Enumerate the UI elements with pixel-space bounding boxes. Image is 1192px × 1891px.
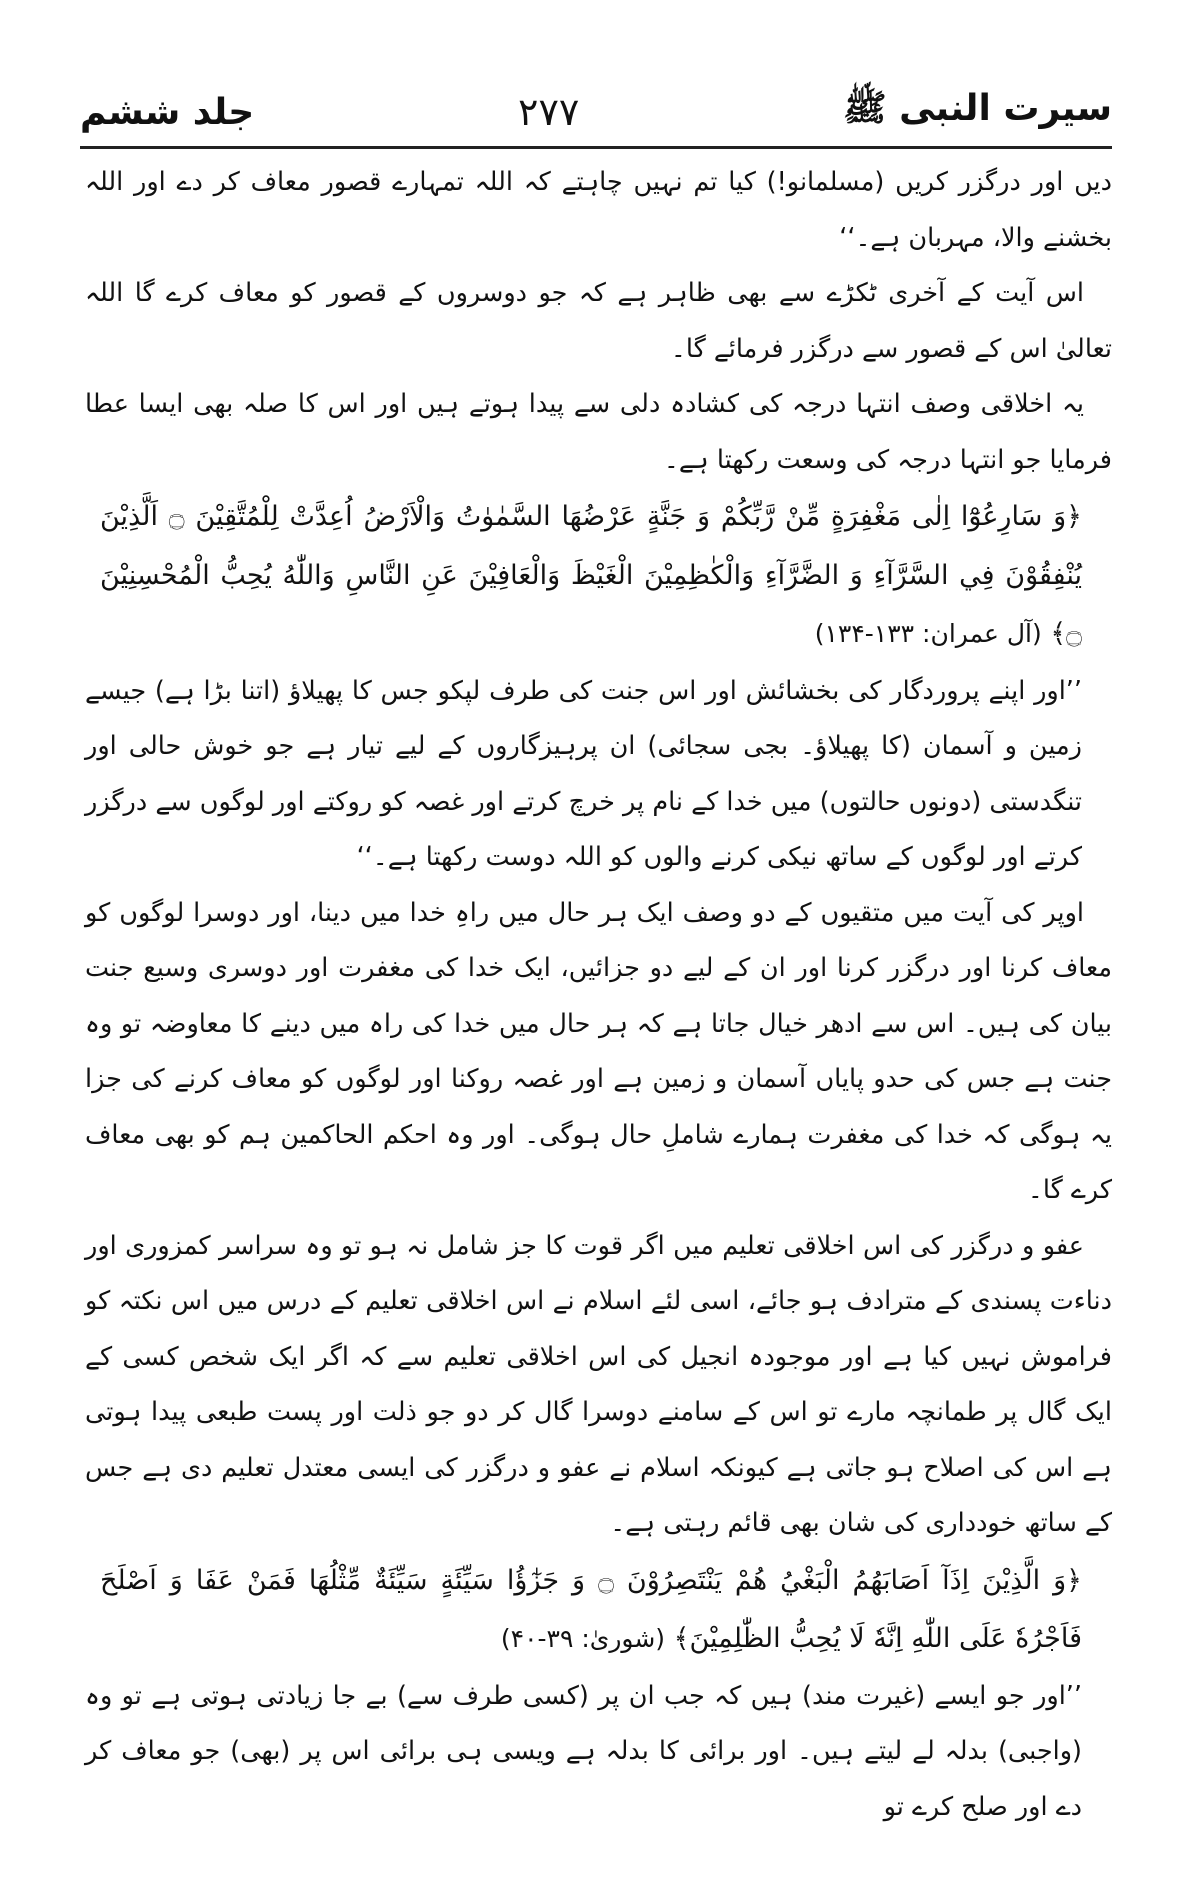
- quran-verse-1: [85, 488, 1112, 664]
- paragraph-4: اوپر کی آیت میں متقیوں کے دو وصف ایک ہر حال میں راہِ خدا میں دینا، اور دوسرا لوگوں کو معاف کرنا اور درگزر کرنا اور ان کے لیے دو جزائیں، ایک خدا کی مغفرت اور دوسری وسیع جنت بیان کی ہیں۔ اس سے ادھر خیال جاتا ہے کہ ہر حال میں خدا کی راہ میں دینے کا معاوضہ تو وہ جنت ہے جس کی حدو پایاں آسمان و زمین ہے اور غصہ روکنا اور لوگوں کو معاف کرنے کی جزا یہ ہوگی کہ خدا کی مغفرت ہمارے شاملِ حال ہوگی۔ اور وہ احکم الحاکمین ہم کو بھی معاف کرے گا۔: [85, 897, 1112, 1205]
- page-body: [85, 155, 1112, 1861]
- quran-verse-2: [85, 1552, 1112, 1669]
- quran-verse-1-reference: (آل عمران: ۱۳۳-۱۳۴): [814, 619, 1042, 648]
- quran-verse-2-text: ﴿وَ الَّذِيْنَ اِذَآ اَصَابَهُمُ الْبَغْيُ هُمْ يَنْتَصِرُوْنَ ۝ وَ جَزٰٓؤُا سَيِّئَةٍ سَيِّئَةٌ مِّثْلُهَا فَمَنْ عَفَا وَ اَصْلَحَ فَاَجْرُهٗ عَلَى اللّٰهِ اِنَّهٗ لَا يُحِبُّ الظّٰلِمِيْنَ﴾: [100, 1564, 1082, 1654]
- quran-verse-1-text: ﴿وَ سَارِعُوْٓا اِلٰى مَغْفِرَةٍ مِّنْ رَّبِّكُمْ وَ جَنَّةٍ عَرْضُهَا السَّمٰوٰتُ وَالْاَرْضُ اُعِدَّتْ لِلْمُتَّقِيْنَ ۝ اَلَّذِيْنَ يُنْفِقُوْنَ فِي السَّرَّآءِ وَ الضَّرَّآءِ وَالْكٰظِمِيْنَ الْغَيْظَ وَالْعَافِيْنَ عَنِ النَّاسِ وَاللّٰهُ يُحِبُّ الْمُحْسِنِيْنَ ۝﴾: [100, 501, 1082, 649]
- translation-1: ’’اور اپنے پروردگار کی بخشائش اور اس جنت کی طرف لپکو جس کا پھیلاؤ (اتنا بڑا ہے) جیسے زمین و آسمان (کا پھیلاؤ۔ بجی سجائی) ان پرہیزگاروں کے لیے تیار ہے جو خوش حالی اور تنگدستی (دونوں حالتوں) میں خدا کے نام پر خرچ کرتے اور غصہ کو روکتے اور لوگوں سے درگزر کرتے اور لوگوں کے ساتھ نیکی کرنے والوں کو اللہ دوست رکھتا ہے۔‘‘: [85, 675, 1082, 872]
- volume-label: جلد ششم: [80, 91, 255, 133]
- header-rule: [80, 146, 1112, 149]
- paragraph-5: عفو و درگزر کی اس اخلاقی تعلیم میں اگر قوت کا جز شامل نہ ہو تو وہ سراسر کمزوری اور دناءت پسندی کے مترادف ہو جائے، اسی لئے اسلام نے اس اخلاقی تعلیم کے درس میں اس نکتہ کو فراموش نہیں کیا ہے اور موجودہ انجیل کی اس اخلاقی تعلیم سے کہ اگر ایک شخص کسی کے ایک گال پر طمانچہ مارے تو اس کے سامنے دوسرا گال کر دو جو ذلت اور پست طبعی پیدا ہوتی ہے اس کی اصلاح ہو جاتی ہے کیونکہ اسلام نے عفو و درگزر کی ایسی معتدل تعلیم دی ہے جس کے ساتھ خودداری کی شان بھی قائم رہتی ہے۔: [85, 1230, 1112, 1538]
- book-title: سیرت النبی ﷺ: [843, 88, 1112, 129]
- paragraph-3: یہ اخلاقی وصف انتہا درجہ کی کشادہ دلی سے پیدا ہوتے ہیں اور اس کا صلہ بھی ایسا عطا فرمایا جو انتہا درجہ کی وسعت رکھتا ہے۔: [85, 389, 1112, 475]
- paragraph-2: اس آیت کے آخری ٹکڑے سے بھی ظاہر ہے کہ جو دوسروں کے قصور کو معاف کرے گا اللہ تعالیٰ اس کے قصور سے درگزر فرمائے گا۔: [85, 278, 1112, 364]
- translation-2: ’’اور جو ایسے (غیرت مند) ہیں کہ جب ان پر (کسی طرف سے) بے جا زیادتی ہوتی ہے تو وہ (واجبی) بدلہ لے لیتے ہیں۔ اور برائی کا بدلہ ہے ویسی ہی برائی اس پر (بھی) جو معاف کر دے اور صلح کرے تو: [85, 1680, 1082, 1822]
- paragraph-1: دیں اور درگزر کریں (مسلمانو!) کیا تم نہیں چاہتے کہ اللہ تمہارے قصور معاف کر دے اور اللہ بخشنے والا، مہربان ہے۔‘‘: [85, 167, 1112, 253]
- page-number: ۲۷۷: [518, 90, 580, 134]
- page-header: [80, 80, 1112, 144]
- quran-verse-2-reference: (شوریٰ: ۳۹-۴۰): [500, 1624, 666, 1653]
